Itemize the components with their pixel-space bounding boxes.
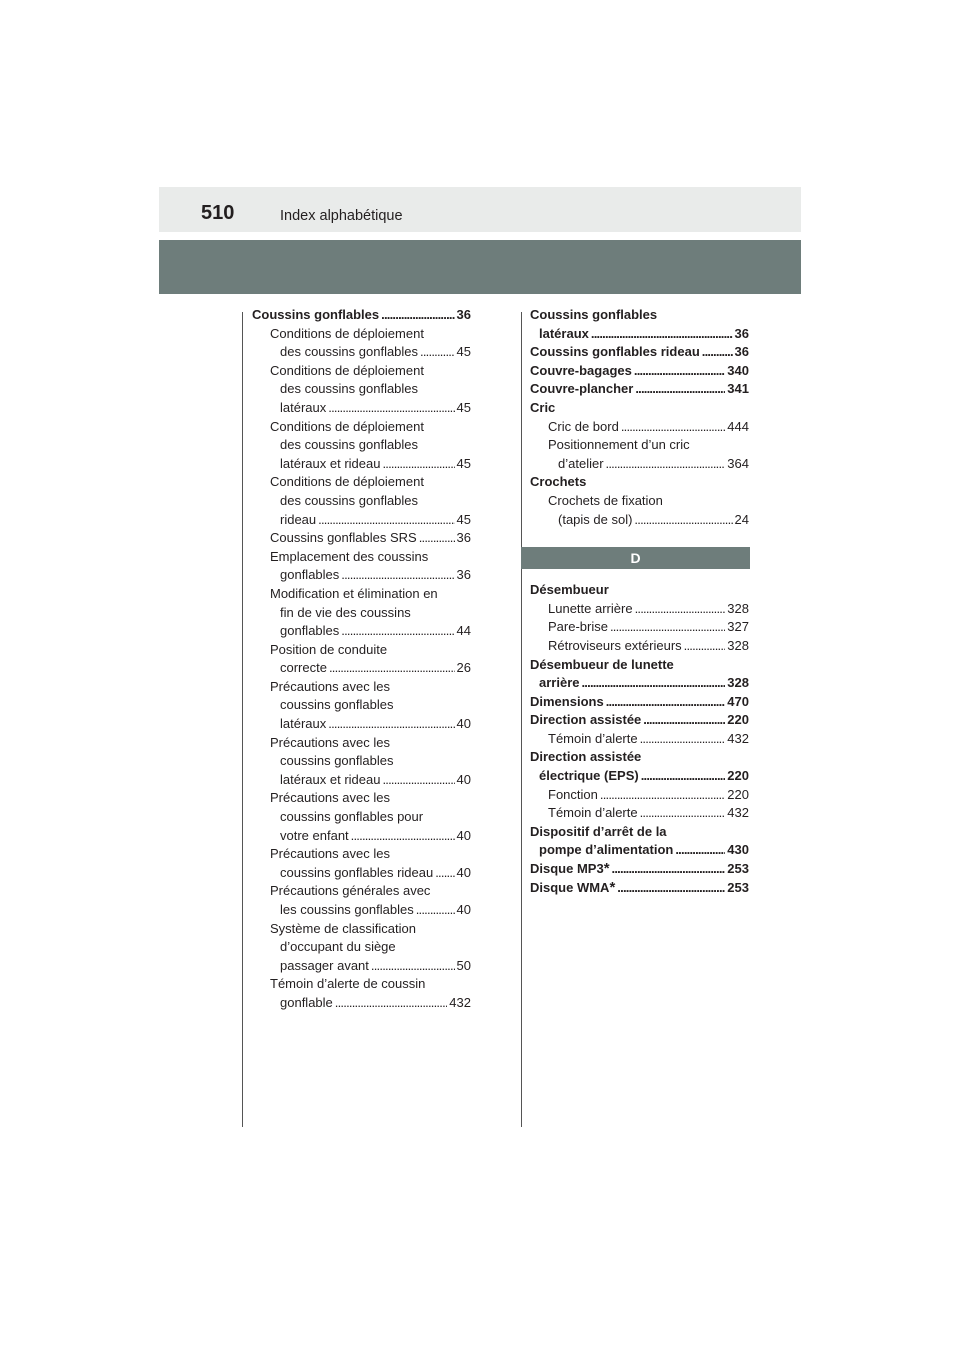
index-entry: [252, 808, 471, 827]
dot-leader: [329, 659, 455, 678]
index-column-left: [252, 306, 471, 1013]
index-entry: [530, 823, 749, 842]
index-entry-page: 432: [727, 730, 749, 746]
index-entry-page: 40: [456, 716, 471, 732]
index-group-c: [530, 306, 749, 529]
index-entry: [252, 343, 471, 362]
index-entry-page: 40: [456, 902, 471, 917]
index-entry: [252, 622, 471, 641]
dot-leader: [641, 767, 726, 786]
index-entry-text: latéraux: [280, 716, 327, 732]
index-entry: [252, 566, 471, 585]
dot-leader: [341, 622, 454, 641]
index-entry-page: 253: [727, 879, 749, 895]
index-entry-text: Coussins gonflables rideau: [530, 344, 700, 360]
index-entry-text: Précautions avec les: [270, 678, 390, 694]
index-entry-text: Système de classification: [270, 920, 416, 936]
index-entry: [530, 637, 749, 656]
index-entry-page: 220: [727, 768, 749, 784]
index-entry: [252, 771, 471, 790]
index-entry-text: Conditions de déploiement: [270, 418, 424, 434]
index-entry: [252, 864, 471, 883]
index-entry: [252, 920, 471, 939]
index-entry: [530, 492, 749, 511]
index-entry-page: 40: [456, 771, 471, 787]
index-entry-text: Précautions avec les: [270, 734, 390, 750]
index-entry: [252, 678, 471, 697]
dot-leader: [581, 674, 725, 693]
index-entry-page: 36: [734, 325, 749, 341]
index-entry-page: 432: [449, 994, 471, 1010]
index-entry-text: Dimensions: [530, 693, 604, 709]
index-entry: [530, 511, 749, 530]
index-entry-page: 220: [727, 712, 749, 728]
index-entry-page: 328: [727, 600, 749, 616]
index-entry-text: coussins gonflables: [280, 753, 394, 769]
index-entry-page: 36: [456, 307, 471, 322]
index-entry-text: rideau: [280, 511, 317, 527]
index-entry-text: des coussins gonflables: [280, 492, 419, 508]
index-entry-text: Désembueur de lunette: [530, 656, 674, 672]
index-entry: [252, 548, 471, 567]
dot-leader: [382, 455, 454, 474]
index-entry-text: Direction assistée: [530, 712, 642, 728]
index-entry-text: Conditions de déploiement: [270, 325, 424, 341]
dot-leader: [606, 455, 726, 474]
dot-leader: [634, 362, 725, 381]
index-entry-text: Coussins gonflables SRS: [270, 530, 417, 546]
index-entry: [252, 975, 471, 994]
dot-leader: [675, 841, 725, 860]
index-entry: [530, 841, 749, 860]
index-entry-page: 364: [727, 455, 749, 471]
index-entry-text: Témoin d’alerte de coussin: [270, 976, 426, 992]
index-entry: [530, 674, 749, 693]
dot-leader: [341, 566, 454, 585]
index-entry: [252, 882, 471, 901]
index-entry: [530, 399, 749, 418]
index-entry-text: Disque WMA: [530, 879, 610, 895]
dot-leader: [371, 957, 455, 976]
index-entry-text: Couvre-plancher: [530, 381, 634, 397]
index-entry-text: Précautions avec les: [270, 846, 390, 862]
index-entry: [252, 585, 471, 604]
index-entry: [530, 730, 749, 749]
index-entry: [530, 306, 749, 325]
index-entry-text: correcte: [280, 660, 327, 676]
index-entry-text: gonflables: [280, 623, 340, 639]
dot-leader: [640, 730, 726, 749]
index-entry-text: coussins gonflables rideau: [280, 864, 434, 880]
index-entry-page: 220: [727, 786, 749, 802]
index-entry-text: gonflables: [280, 567, 340, 583]
index-entry-text: Position de conduite: [270, 641, 388, 657]
dot-leader: [635, 600, 726, 619]
header-band: [159, 240, 801, 294]
index-entry: [252, 715, 471, 734]
index-entry-page: 40: [456, 827, 471, 843]
index-entry-text: les coussins gonflables: [280, 902, 414, 917]
index-group-d: [530, 581, 749, 897]
index-entry-text: Direction assistée: [530, 749, 642, 765]
index-entry-text: Conditions de déploiement: [270, 474, 424, 490]
index-entry-text: pompe d’alimentation: [539, 842, 674, 858]
index-entry-text: passager avant: [280, 957, 369, 973]
index-column-right: [530, 306, 749, 897]
dot-leader: [606, 693, 726, 712]
index-entry: [252, 380, 471, 399]
index-entry: [252, 845, 471, 864]
index-entry-page: 24: [734, 511, 749, 527]
index-entry: [252, 325, 471, 344]
index-entry-page: 45: [456, 455, 471, 471]
index-entry: [252, 604, 471, 623]
index-entry-text: latéraux et rideau: [280, 455, 381, 471]
index-entry-text: Positionnement d’un cric: [548, 437, 690, 453]
dot-leader: [435, 864, 454, 883]
dot-leader: [328, 715, 454, 734]
dot-leader: [318, 511, 454, 530]
index-entry: [252, 362, 471, 381]
index-entry-text: Cric: [530, 399, 556, 415]
index-entry-text: Coussins gonflables: [530, 307, 658, 322]
dot-leader: [610, 618, 725, 637]
column-divider-right: [521, 312, 522, 1127]
index-entry: Disque MP3 * . . . 253: [530, 860, 749, 879]
index-entry-page: 45: [456, 399, 471, 415]
index-entry-text: Témoin d’alerte: [548, 730, 638, 746]
index-entry-text: des coussins gonflables: [280, 381, 419, 397]
index-entry-text: Témoin d’alerte: [548, 805, 638, 821]
index-entry: [530, 693, 749, 712]
index-entry: [530, 473, 749, 492]
index-entry: [252, 529, 471, 548]
index-entry-text: Modification et élimination en: [270, 585, 438, 601]
index-entry-text: gonflable: [280, 994, 333, 1010]
index-entry-page: 44: [456, 623, 471, 639]
index-entry: [530, 600, 749, 619]
index-entry: [252, 901, 471, 920]
index-entry-text: Disque MP3: [530, 861, 604, 877]
index-entry-text: Fonction: [548, 786, 598, 802]
page-header-bar: [159, 187, 801, 232]
index-entry-text: Emplacement des coussins: [270, 548, 429, 564]
column-divider-left: [242, 312, 243, 1127]
dot-leader: [328, 399, 454, 418]
index-entry-text: Couvre-bagages: [530, 362, 632, 378]
index-entry-text: latéraux: [539, 325, 589, 341]
index-entry-text: Cric de bord: [548, 418, 619, 434]
dot-leader: [382, 771, 454, 790]
index-entry: Disque WMA * . . . 253: [530, 879, 749, 898]
index-entry: [530, 343, 749, 362]
index-entry: [530, 711, 749, 730]
index-entry-page: 430: [727, 842, 749, 858]
dot-leader: [419, 529, 455, 548]
dot-leader: [381, 306, 454, 325]
dot-leader: [416, 901, 455, 920]
index-entry: [252, 752, 471, 771]
index-entry: [530, 581, 749, 600]
index-entry: [530, 362, 749, 381]
index-entry-page: 470: [727, 693, 749, 709]
index-entry: [252, 641, 471, 660]
index-entry-text: coussins gonflables pour: [280, 809, 424, 825]
dot-leader: [617, 879, 725, 898]
index-entry: [252, 957, 471, 976]
index-entry-page: 36: [734, 344, 749, 360]
index-entry: [530, 748, 749, 767]
index-entry: [252, 511, 471, 530]
index-entry: [252, 789, 471, 808]
index-entry: [252, 306, 471, 325]
index-entry: [252, 659, 471, 678]
index-entry-text: Crochets: [530, 474, 587, 490]
index-entry-page: 50: [456, 957, 471, 973]
index-entry-page: 253: [727, 861, 749, 877]
index-entry: [252, 418, 471, 437]
index-entry-text: Coussins gonflables: [252, 307, 380, 322]
index-entry: [530, 656, 749, 675]
index-entry-text: Conditions de déploiement: [270, 362, 424, 378]
index-entry-page: 36: [456, 567, 471, 583]
index-entry: [252, 696, 471, 715]
index-entry: [530, 380, 749, 399]
index-entry-text: Lunette arrière: [548, 600, 633, 616]
index-entry-page: 36: [456, 530, 471, 546]
index-entry-text: Dispositif d’arrêt de la: [530, 823, 667, 839]
index-entry-page: 341: [727, 381, 749, 397]
index-entry-text: (tapis de sol): [558, 511, 633, 527]
index-entry-text: Désembueur: [530, 582, 609, 598]
index-entry: [252, 492, 471, 511]
index-entry: [530, 325, 749, 344]
index-entry: [252, 827, 471, 846]
index-entry-text: des coussins gonflables: [280, 344, 419, 360]
dot-leader: [591, 325, 733, 344]
index-entry-text: électrique (EPS): [539, 768, 639, 784]
index-entry: [252, 734, 471, 753]
index-entry: [530, 436, 749, 455]
index-entry: [252, 455, 471, 474]
index-entry: [530, 786, 749, 805]
index-entry: [252, 473, 471, 492]
index-entry: [252, 436, 471, 455]
dot-leader: [702, 343, 733, 362]
index-entry: [252, 938, 471, 957]
index-entry-text: Précautions avec les: [270, 790, 390, 806]
index-entry: [530, 804, 749, 823]
dot-leader: [640, 804, 726, 823]
dot-leader: [643, 711, 725, 730]
index-entry-page: 327: [727, 619, 749, 635]
dot-leader: [335, 994, 448, 1013]
index-entry: [530, 455, 749, 474]
section-title: Index alphabétique: [280, 208, 403, 224]
dot-leader: [420, 343, 455, 362]
index-entry-page: 40: [456, 864, 471, 880]
index-entry: [252, 399, 471, 418]
index-entry-text: Rétroviseurs extérieurs: [548, 637, 682, 653]
index-entry: [530, 418, 749, 437]
index-entry-text: Crochets de fixation: [548, 492, 663, 508]
index-entry-text: votre enfant: [280, 827, 349, 843]
index-entry-page: 328: [727, 675, 749, 691]
index-entry-page: 340: [727, 362, 749, 378]
index-entry-text: d’occupant du siège: [280, 939, 396, 955]
index-entry-text: Précautions générales avec: [270, 883, 431, 899]
index-entry-text: Pare-brise: [548, 619, 608, 635]
index-entry-text: coussins gonflables: [280, 697, 394, 713]
index-entry-page: 26: [456, 660, 471, 676]
dot-leader: [684, 637, 726, 656]
index-entry-page: 328: [727, 637, 749, 653]
dot-leader: [634, 511, 732, 530]
section-letter-band: D: [521, 547, 750, 569]
dot-leader: [600, 786, 725, 805]
page-number: 510: [201, 202, 235, 224]
dot-leader: [351, 827, 455, 846]
dot-leader: [635, 380, 725, 399]
index-entry-text: des coussins gonflables: [280, 437, 419, 453]
index-entry: [530, 767, 749, 786]
index-entry-text: fin de vie des coussins: [280, 604, 411, 620]
index-entry-text: latéraux et rideau: [280, 771, 381, 787]
index-entry-text: d’atelier: [558, 455, 604, 471]
index-entry-text: arrière: [539, 675, 580, 691]
index-entry-page: 45: [456, 511, 471, 527]
dot-leader: [612, 860, 726, 879]
index-entry-text: latéraux: [280, 399, 327, 415]
index-entry-page: 45: [456, 344, 471, 360]
dot-leader: [621, 418, 725, 437]
index-entry: [530, 618, 749, 637]
index-entry: [252, 994, 471, 1013]
index-entry-page: 432: [727, 805, 749, 821]
index-entry-page: 444: [727, 418, 749, 434]
